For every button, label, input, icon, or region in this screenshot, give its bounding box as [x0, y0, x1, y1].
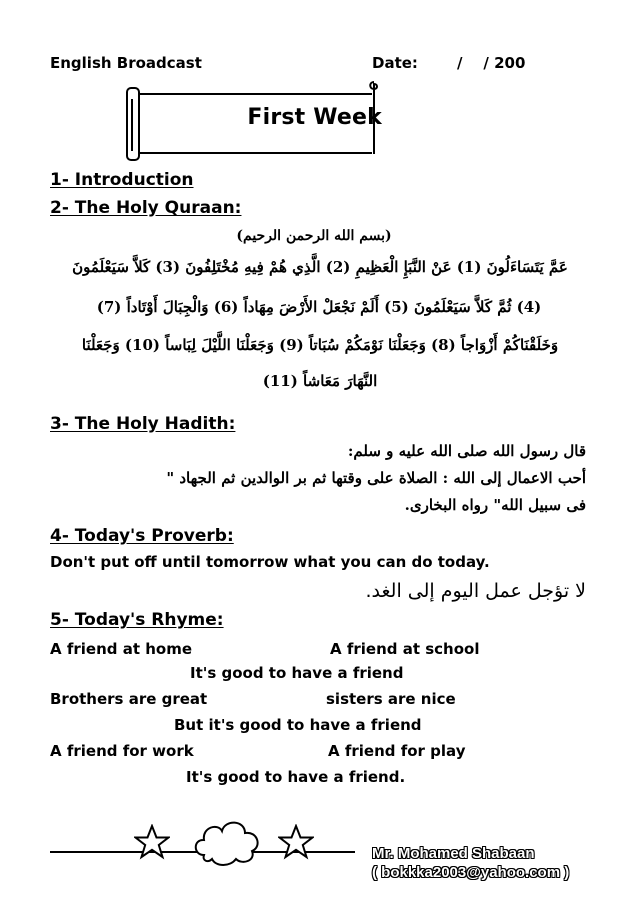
- rhyme-line-6: It's good to have a friend.: [186, 768, 406, 786]
- quran-line-2: (4) ثُمَّ كَلاَّ سَيَعْلَمُونَ (5) أَلَمْ نَجْعَلْ الأَرْضَ مِهَاداً (6) وَالْجِبَالَ أَوْتَاداً (7): [96, 298, 542, 316]
- quran-basmala: (بسم الله الرحمن الرحيم): [236, 228, 392, 244]
- rhyme-line-4: But it's good to have a friend: [174, 716, 422, 734]
- section-introduction: 1- Introduction: [50, 170, 194, 190]
- hadith-line-1: قال رسول الله صلى الله عليه و سلم:: [347, 442, 586, 460]
- rhyme-line-1-right: A friend at school: [330, 640, 480, 658]
- quran-line-4: النَّهَارَ مَعَاشاً (11): [262, 372, 378, 390]
- star-icon: [134, 824, 170, 860]
- star-icon: [278, 824, 314, 860]
- rhyme-line-2: It's good to have a friend: [190, 664, 404, 682]
- cloud-icon: [190, 815, 266, 869]
- hadith-line-3: فى سبيل الله" رواه البخارى.: [404, 496, 586, 514]
- proverb-arabic: لا تؤجل عمل اليوم إلى الغد.: [365, 580, 586, 602]
- rhyme-line-3-right: sisters are nice: [326, 690, 456, 708]
- section-rhyme: 5- Today's Rhyme:: [50, 610, 224, 630]
- banner-title: First Week: [247, 105, 382, 130]
- date-value: / / 200: [457, 54, 526, 72]
- header-title: English Broadcast: [50, 54, 202, 72]
- date-label: Date:: [372, 54, 418, 72]
- rhyme-line-1-left: A friend at home: [50, 640, 193, 658]
- author-email: ( bokkka2003@yahoo.com ): [372, 864, 570, 881]
- section-hadith: 3- The Holy Hadith:: [50, 414, 236, 434]
- section-proverb: 4- Today's Proverb:: [50, 526, 234, 546]
- hadith-line-2: أحب الاعمال إلى الله : الصلاة على وقتها ثم بر الوالدين ثم الجهاد ": [166, 469, 586, 487]
- author-name: Mr. Mohamed Shabaan: [372, 845, 535, 862]
- section-quran: 2- The Holy Quraan:: [50, 198, 242, 218]
- quran-line-1: عَمَّ يَتَسَاءَلُونَ (1) عَنْ النَّبَإِ الْعَظِيمِ (2) الَّذِي هُمْ فِيهِ مُخْتَلِفُونَ (3) كَلاَّ سَيَعْلَمُونَ: [72, 258, 568, 276]
- proverb-english: Don't put off until tomorrow what you can do today.: [50, 553, 490, 571]
- rhyme-line-5-left: A friend for work: [50, 742, 194, 760]
- rhyme-line-5-right: A friend for play: [328, 742, 466, 760]
- rhyme-line-3-left: Brothers are great: [50, 690, 208, 708]
- quran-line-3: وَخَلَقْنَاكُمْ أَزْوَاجاً (8) وَجَعَلْنَا نَوْمَكُمْ سُبَاتاً (9) وَجَعَلْنَا اللَّيْلَ لِبَاساً (10) وَجَعَلْنَا: [81, 336, 559, 354]
